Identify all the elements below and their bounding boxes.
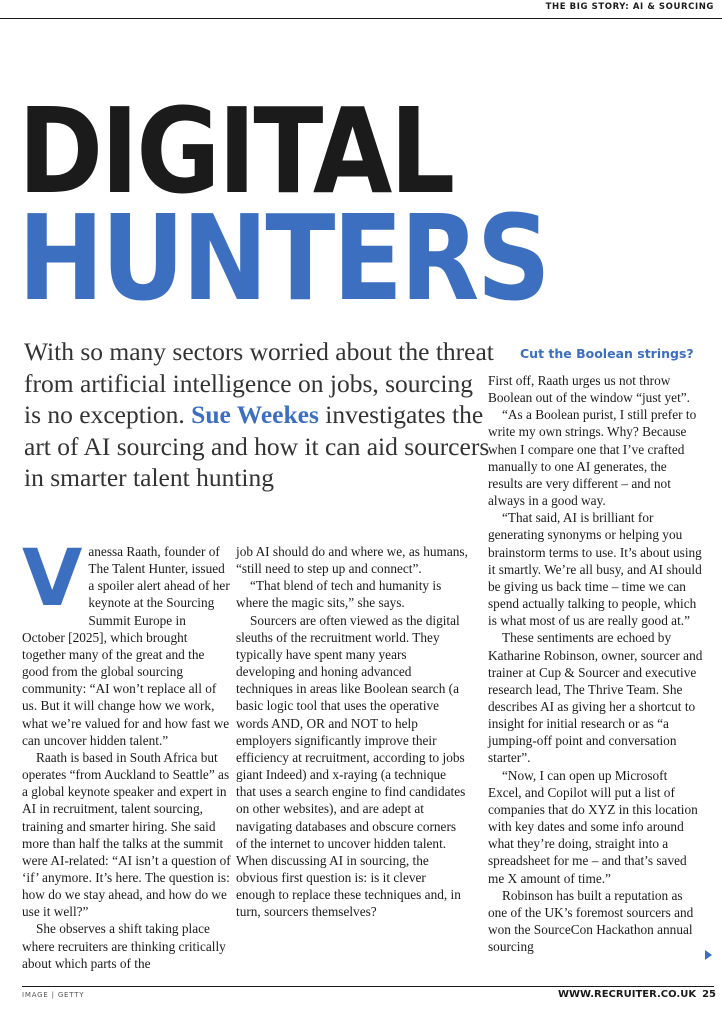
site-url: WWW.RECRUITER.CO.UK xyxy=(557,989,697,1000)
standfirst-intro: With so many sectors worried about the threat from artificial intelligence on jobs, sourcing is no exception. xyxy=(24,337,494,429)
header-rule xyxy=(0,18,722,19)
body-column-2 xyxy=(236,543,468,920)
headline-line-1: DIGITAL xyxy=(18,82,453,220)
author-name: Sue Weekes xyxy=(191,400,319,429)
body-paragraph: She observes a shift taking place where recruiters are thinking critically about which parts of the xyxy=(22,921,226,971)
subheading: Cut the Boolean strings? xyxy=(520,346,694,361)
headline-line-2: HUNTERS xyxy=(18,189,549,327)
body-paragraph xyxy=(22,534,232,749)
body-column-1 xyxy=(22,534,232,972)
body-paragraph: “That said, AI is brilliant for generating synonyms or helping you brainstorm terms to use. It’s about using it smartly. We’re all busy, and AI should be giving us back time – time we can spend actually talking to people, which is what most of us are really good at.” xyxy=(488,510,702,629)
body-paragraph: These sentiments are echoed by Katharine Robinson, owner, sourcer and trainer at Cup & Sourcer and executive research lead, The Thrive Team. She describes AI as giving her a shortcut to insight for initial research or as “a jumping-off point and conversation starter”. xyxy=(488,630,703,766)
body-paragraph: First off, Raath urges us not throw Boolean out of the window “just yet”. xyxy=(488,373,690,406)
body-paragraph: Raath is based in South Africa but operates “from Auckland to Seattle” as a global keynote speaker and expert in AI in recruitment, talent sourcing, training and smarter hiring. She said more than half the talks at the summit were AI-related: “AI isn’t a question of ‘if’ anymore. It’s here. The question is: how do we stay ahead, and how do we use it well?” xyxy=(22,749,231,920)
section-label: THE BIG STORY: AI & SOURCING xyxy=(545,2,714,12)
footer-site xyxy=(558,989,716,1000)
body-paragraph: “Now, I can open up Microsoft Excel, and Copilot will put a list of companies that do XYZ in this location with key dates and some info around what they’re doing, straight into a spreadsheet for me – and that’s saved me X amount of time.” xyxy=(488,767,698,886)
body-paragraph: “That blend of tech and humanity is where the magic sits,” she says. xyxy=(236,578,442,611)
body-paragraph: Robinson has built a reputation as one of the UK’s foremost sourcers and won the SourceCon Hackathon annual sourcing xyxy=(488,887,694,955)
standfirst-outro: investigates the art of AI sourcing and how it can aid sourcers in smarter talent hunting xyxy=(24,400,490,492)
continue-arrow-icon xyxy=(705,950,712,960)
page-number: 25 xyxy=(702,989,716,1000)
drop-cap: V xyxy=(22,534,83,624)
standfirst xyxy=(24,336,494,494)
footer-rule xyxy=(22,986,714,987)
body-paragraph: Sourcers are often viewed as the digital sleuths of the recruitment world. They typically have spent many years developing and honing advanced techniques in areas like Boolean search (a basic logic tool that uses the operative words AND, OR and NOT to help employers significantly improve their efficiency at recruitment, according to jobs giant Indeed) and x-raying (a technique that uses a search engine to find candidates on other websites), and are adept at navigating databases and obscure corners of the internet to uncover hidden talent. When discussing AI in sourcing, the obvious first question is: is it clever enough to replace these techniques and, in turn, sourcers themselves? xyxy=(236,612,466,920)
body-paragraph: “As a Boolean purist, I still prefer to write my own strings. Why? Because when I compare one that I’ve crafted manually to one AI generates, the results are very different – and not always in a good way. xyxy=(488,407,697,509)
body-paragraph: job AI should do and where we, as humans, “still need to step up and connect”. xyxy=(236,544,468,577)
image-credit: IMAGE | GETTY xyxy=(22,991,85,999)
paragraph-text: anessa Raath, founder of The Talent Hunter, issued a spoiler alert ahead of her keynote at the Sourcing Summit Europe in October [2025], which brought together many of the great and the good from the global sourcing community: “AI won’t replace all of us. But it will change how we work, what we’re valued for and how fast we can uncover hidden talent.” xyxy=(22,544,230,748)
body-column-3 xyxy=(488,372,704,955)
